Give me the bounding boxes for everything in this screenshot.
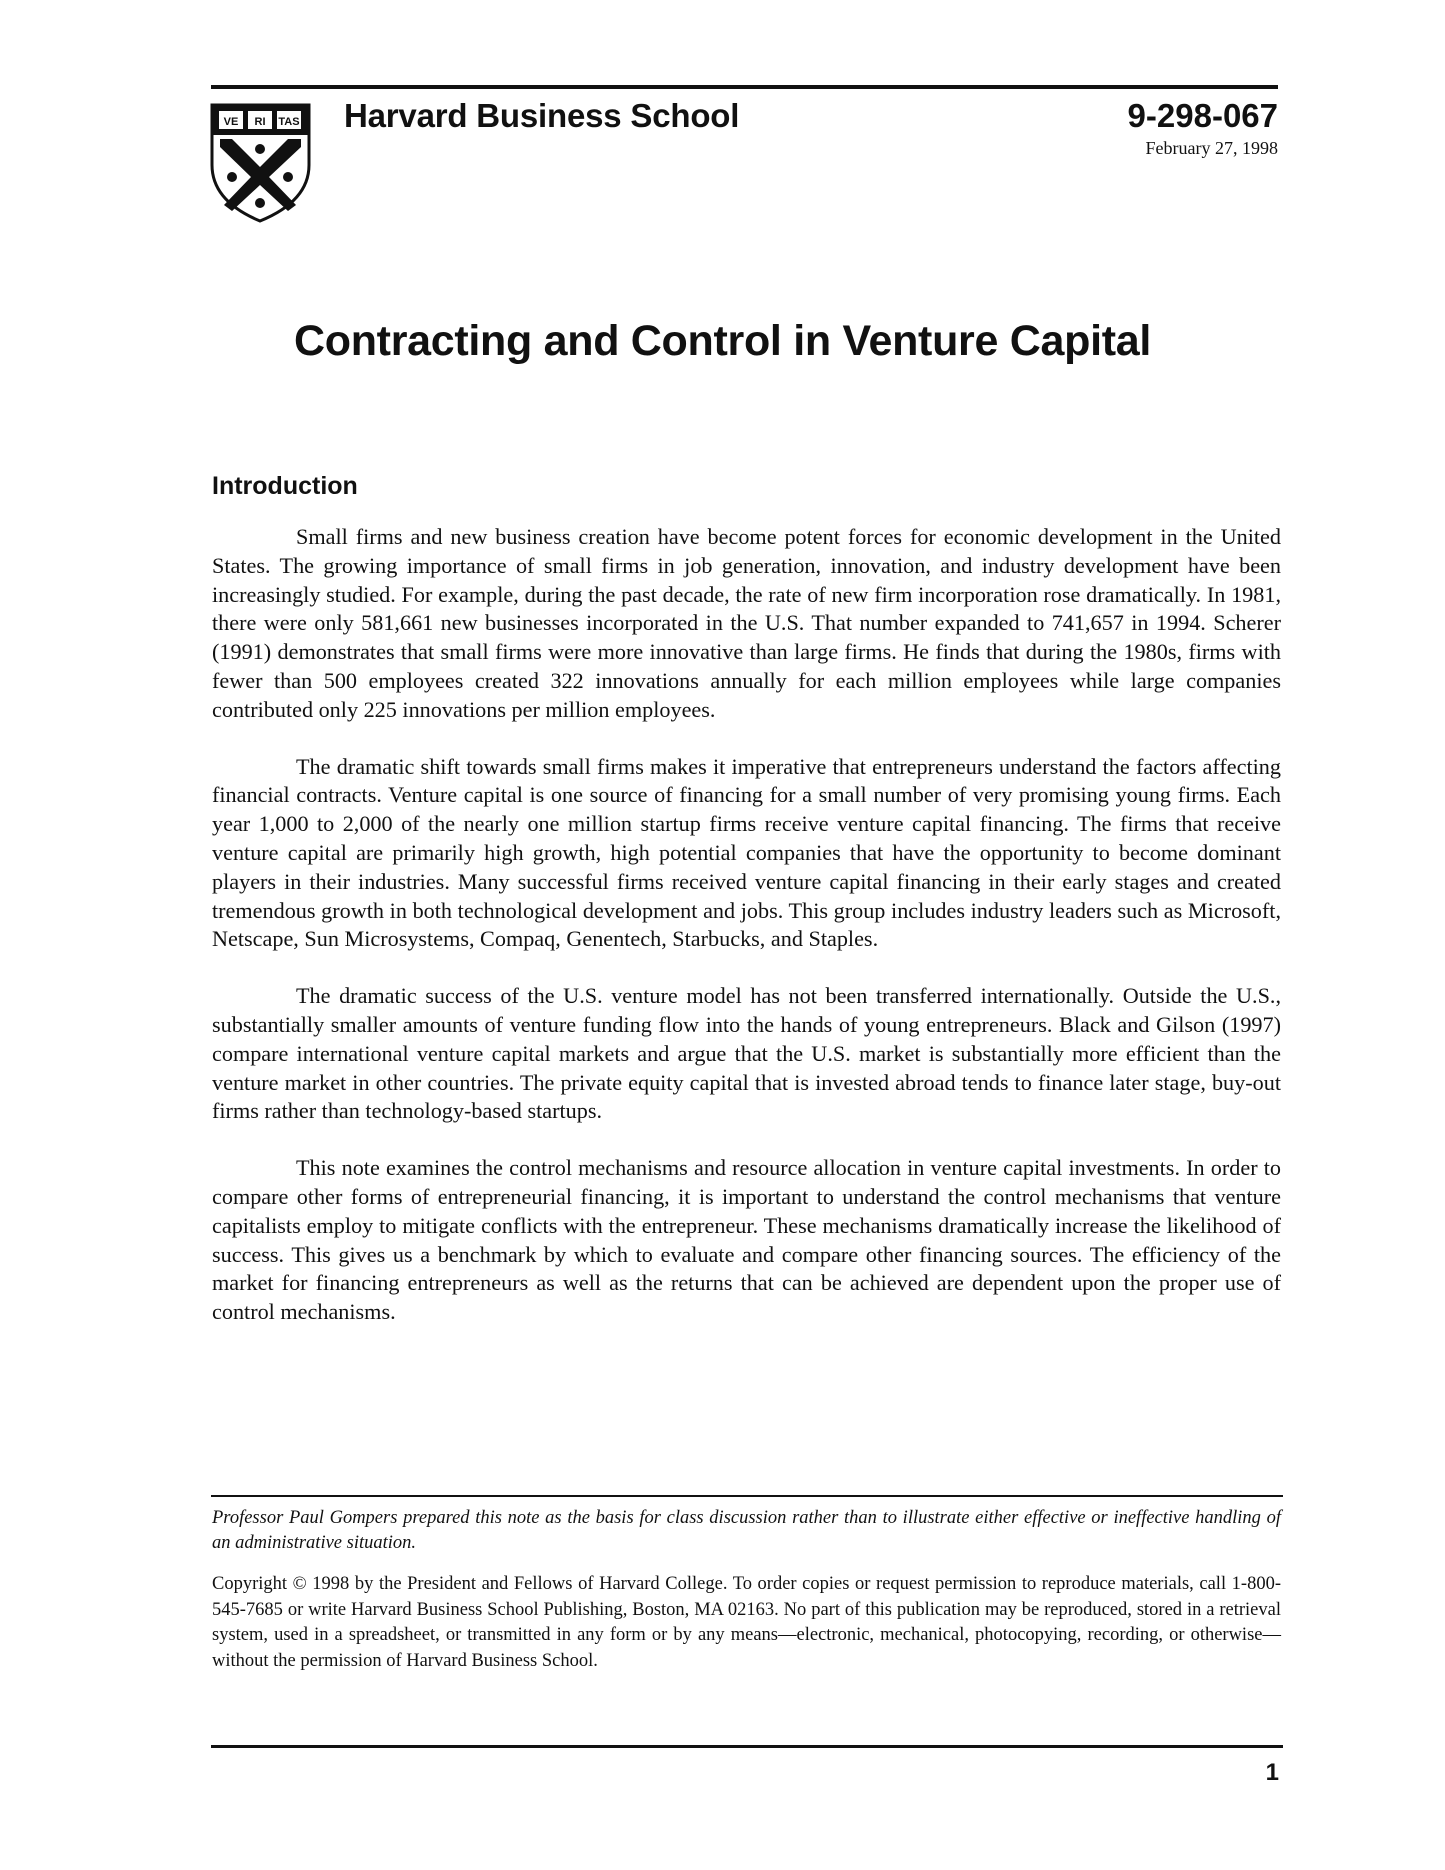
svg-text:RI: RI bbox=[254, 116, 266, 128]
paragraph: This note examines the control mechanisms and resource allocation in venture capital investments. In order to compare other forms of entrepreneurial financing, it is important to understand the control mechanisms that venture capitalists employ to mitigate conflicts with the entrepreneur. These mechanisms dramatically increase the likelihood of success. This gives us a benchmark by which to evaluate and compare other financing sources. The efficiency of the market for financing entrepreneurs as well as the returns that can be achieved are dependent upon the proper use of control mechanisms. bbox=[212, 1155, 1281, 1325]
school-name: Harvard Business School bbox=[344, 97, 740, 134]
svg-text:TAS: TAS bbox=[278, 116, 300, 128]
paragraph: Small firms and new business creation have become potent forces for economic development in the United States. The growing importance of small firms in job generation, innovation, and industry development have been increasingly studied. For example, during the past decade, the rate of new firm incorporation rose dramatically. In 1981, there were only 581,661 new businesses incorporated in the U.S. That number expanded to 741,657 in 1994. Scherer (1991) demonstrates that small firms were more innovative than large firms. He finds that during the 1980s, firms with fewer than 500 employees created 322 innovations annually for each million employees while large companies contributed only 225 innovations per million employees. bbox=[212, 524, 1281, 722]
disclaimer-note: Professor Paul Gompers prepared this note as the basis for class discussion rather than to illustrate either effective or ineffective handling of an administrative situation. bbox=[212, 1508, 1281, 1553]
header-rule bbox=[211, 85, 1278, 89]
section-heading: Introduction bbox=[212, 472, 358, 500]
paragraph: The dramatic success of the U.S. venture model has not been transferred internationally. Outside the U.S., substantially smaller amounts of venture funding flow into the hands of young entrepreneurs. Black and Gilson (1997) compare international venture capital markets and argue that the U.S. market is substantially more efficient than the venture market in other countries. The private equity capital that is invested abroad tends to finance later stage, buy-out firms rather than technology-based startups. bbox=[212, 983, 1281, 1124]
document-number: 9-298-067 bbox=[1127, 97, 1278, 134]
footnote-rule bbox=[211, 1495, 1283, 1497]
paragraph: The dramatic shift towards small firms makes it imperative that entrepreneurs understand the factors affecting financial contracts. Venture capital is one source of financing for a small number of very promising young firms. Each year 1,000 to 2,000 of the nearly one million startup firms receive venture capital financing. The firms that receive venture capital are primarily high growth, high potential companies that have the opportunity to become dominant players in their industries. Many successful firms received venture capital financing in their early stages and created tremendous growth in both technological development and jobs. This group includes industry leaders such as Microsoft, Netscape, Sun Microsystems, Compaq, Genentech, Starbucks, and Staples. bbox=[212, 753, 1281, 952]
page-title: Contracting and Control in Venture Capital bbox=[294, 317, 1151, 365]
hbs-shield-icon bbox=[210, 103, 311, 223]
footer-rule bbox=[211, 1745, 1283, 1748]
document-date: February 27, 1998 bbox=[1145, 138, 1278, 158]
page-number: 1 bbox=[1265, 1759, 1279, 1786]
body-text bbox=[212, 523, 1281, 1355]
copyright-notice: Copyright © 1998 by the President and Fellows of Harvard College. To order copies or request permission to reproduce materials, call 1-800-545-7685 or write Harvard Business School Publishing, Boston, MA 02163. No part of this publication may be reproduced, stored in a retrieval system, used in a spreadsheet, or transmitted in any form or by any means—electronic, mechanical, photocopying, recording, or otherwise—without the permission of Harvard Business School. bbox=[212, 1574, 1281, 1671]
svg-text:VE: VE bbox=[223, 116, 239, 128]
